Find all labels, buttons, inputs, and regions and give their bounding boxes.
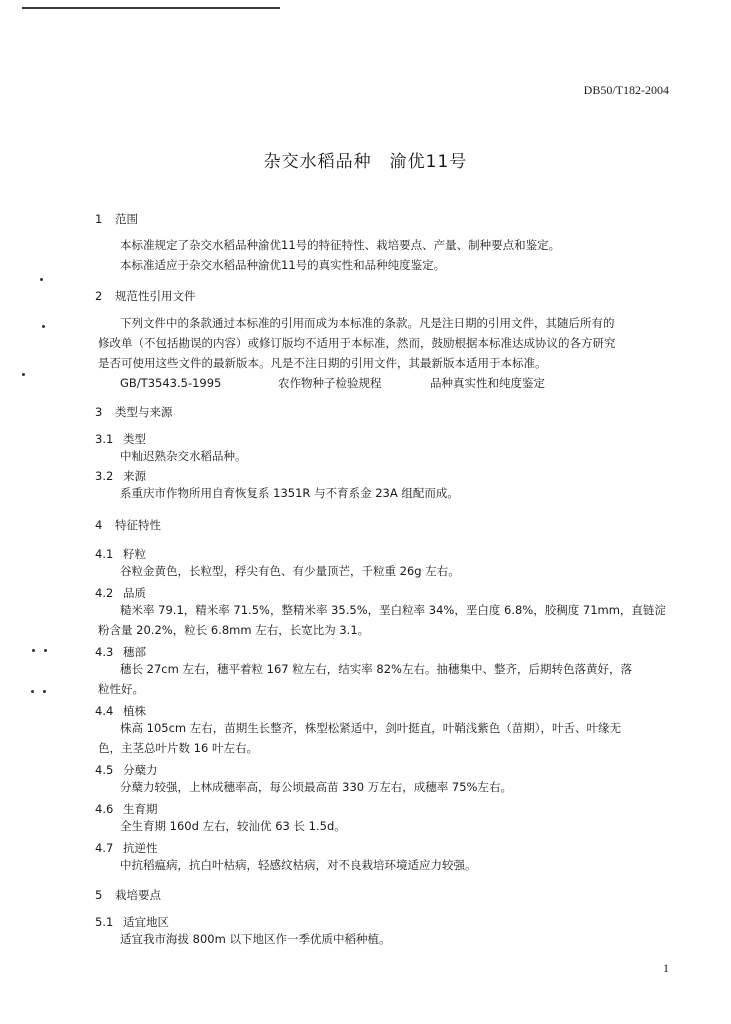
scan-speck [42,325,45,328]
paragraph-line: 株高 105cm 左右，苗期生长整齐，株型松紧适中，剑叶挺直，叶鞘浅紫色（苗期），叶舌、叶缘无 [120,721,622,735]
paragraph-line: 全生育期 160d 左右，较汕优 63 长 1.5d。 [120,819,346,833]
subsection-heading: 4.4 植株 [95,704,146,718]
paragraph-line: 适宜我市海拔 800m 以下地区作一季优质中稻种植。 [120,932,391,946]
subsection-heading: 4.6 生育期 [95,802,158,816]
section-heading: 4 特征特性 [95,518,161,532]
scan-speck [31,690,34,693]
paragraph-line: 系重庆市作物所用自育恢复系 1351R 与不育系金 23A 组配而成。 [120,486,459,500]
scan-speck [40,278,43,281]
paragraph-line: 下列文件中的条款通过本标准的引用而成为本标准的条款。凡是注日期的引用文件，其随后所有的 [120,316,615,330]
reference-name: 农作物种子检验规程 [278,376,382,390]
paragraph-line: 糙米率 79.1，精米率 71.5%，整精米率 35.5%，垩白粒率 34%，垩白度 6.8%，胶稠度 71mm，直链淀 [120,603,666,617]
section-heading: 3 类型与来源 [95,405,173,419]
subsection-heading: 3.1 类型 [95,432,146,446]
section-heading: 2 规范性引用文件 [95,289,196,303]
paragraph-line: 本标准规定了杂交水稻品种渝优11号的特征特性、栽培要点、产量、制种要点和鉴定。 [120,238,561,252]
section-heading: 1 范围 [95,212,138,226]
subsection-heading: 5.1 适宜地区 [95,915,169,929]
paragraph-line: 分蘖力较强，上林成穗率高，每公顷最高苗 330 万左右，成穗率 75%左右。 [120,780,512,794]
page-number: 1 [663,961,669,975]
subsection-heading: 3.2 来源 [95,469,146,483]
subsection-heading: 4.3 穗部 [95,645,146,659]
paragraph-line: 中籼迟熟杂交水稻品种。 [120,449,247,463]
document-number: DB50/T182-2004 [583,83,669,97]
paragraph-line: 本标准适应于杂交水稻品种渝优11号的真实性和品种纯度鉴定。 [120,258,446,272]
scan-speck [44,649,47,652]
subsection-heading: 4.1 籽粒 [95,547,146,561]
reference-code: GB/T3543.5-1995 [120,376,222,390]
paragraph-line: 修改单（不包括勘误的内容）或修订版均不适用于本标准，然而，鼓励根据本标准达成协议的各方研究 [98,336,616,350]
paragraph-line: 穗长 27cm 左右，穗平着粒 167 粒左右，结实率 82%左右。抽穗集中、整齐，后期转色落黄好，落 [120,662,632,676]
scan-speck [22,373,25,376]
paragraph-line: 粉含量 20.2%，粒长 6.8mm 左右，长宽比为 3.1。 [98,623,370,637]
paragraph-line: 是否可使用这些文件的最新版本。凡是不注日期的引用文件，其最新版本适用于本标准。 [98,356,547,370]
paragraph-line: 谷粒金黄色，长粒型，稃尖有色、有少量顶芒，千粒重 26g 左右。 [120,564,460,578]
subsection-heading: 4.5 分蘖力 [95,763,158,777]
paragraph-line: 色，主茎总叶片数 16 叶左右。 [98,741,258,755]
paragraph-line: 中抗稻瘟病，抗白叶枯病，轻感纹枯病，对不良栽培环境适应力较强。 [120,858,477,872]
section-heading: 5 栽培要点 [95,888,161,902]
top-rule [22,7,280,9]
subsection-heading: 4.7 抗逆性 [95,841,158,855]
subsection-heading: 4.2 品质 [95,586,146,600]
scan-speck [32,649,35,652]
paragraph-line: 粒性好。 [98,682,144,696]
reference-desc: 品种真实性和纯度鉴定 [430,376,545,390]
scan-speck [43,690,46,693]
reference-entry [120,373,671,393]
page-title: 杂交水稻品种 渝优11号 [263,152,468,172]
